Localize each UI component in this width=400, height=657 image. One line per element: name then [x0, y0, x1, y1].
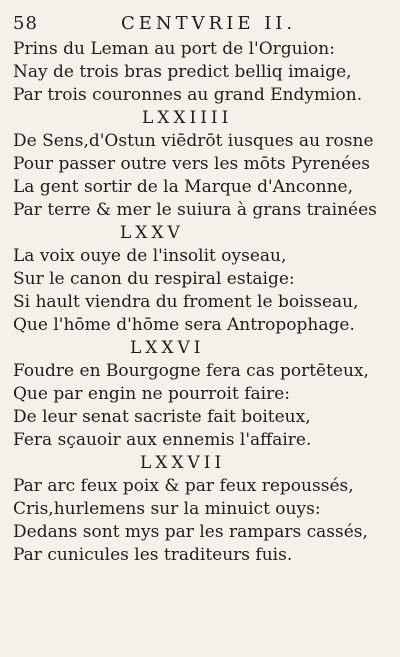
verse-line: Par cunicules les traditeurs fuis.: [13, 545, 293, 565]
page-header: [13, 10, 388, 38]
quatrain-number: LXXV: [120, 223, 184, 243]
verse-line: Sur le canon du respiral estaige:: [13, 269, 295, 289]
quatrain-number: LXXVII: [140, 453, 226, 473]
verse-line: Prins du Leman au port de l'Orguion:: [13, 39, 335, 59]
verse-line: Que par engin ne pourroit faire:: [13, 384, 290, 404]
quatrain-number: LXXVI: [130, 338, 205, 358]
verse-line: Dedans sont mys par les rampars cassés,: [13, 522, 368, 542]
verse-line: Par terre & mer le suiura à grans trainées: [13, 200, 377, 220]
verse-line: De leur senat sacriste fait boiteux,: [13, 407, 311, 427]
verse-line: Fera sçauoir aux ennemis l'affaire.: [13, 430, 312, 450]
verse-line: Cris,hurlemens sur la minuict ouys:: [13, 499, 321, 519]
verse-line: Foudre en Bourgogne fera cas portēteux,: [13, 361, 369, 381]
verse-line: Si hault viendra du froment le boisseau,: [13, 292, 359, 312]
verse-line: De Sens,d'Ostun viēdrōt iusques au rosne: [13, 131, 374, 151]
verse-line: La voix ouye de l'insolit oyseau,: [13, 246, 287, 266]
quatrain-number: LXXIIII: [142, 108, 233, 128]
verse-line: La gent sortir de la Marque d'Anconne,: [13, 177, 354, 197]
verse-line: Par trois couronnes au grand Endymion.: [13, 85, 363, 105]
verse-line: Nay de trois bras predict belliq imaige,: [13, 62, 352, 82]
page-number: 58: [13, 13, 38, 34]
running-title: CENTVRIE II.: [121, 13, 297, 34]
verse-line: Que l'hōme d'hōme sera Antropophage.: [13, 315, 355, 335]
verse-line: Par arc feux poix & par feux repoussés,: [13, 476, 354, 496]
verse-line: Pour passer outre vers les mōts Pyrenées: [13, 154, 371, 174]
